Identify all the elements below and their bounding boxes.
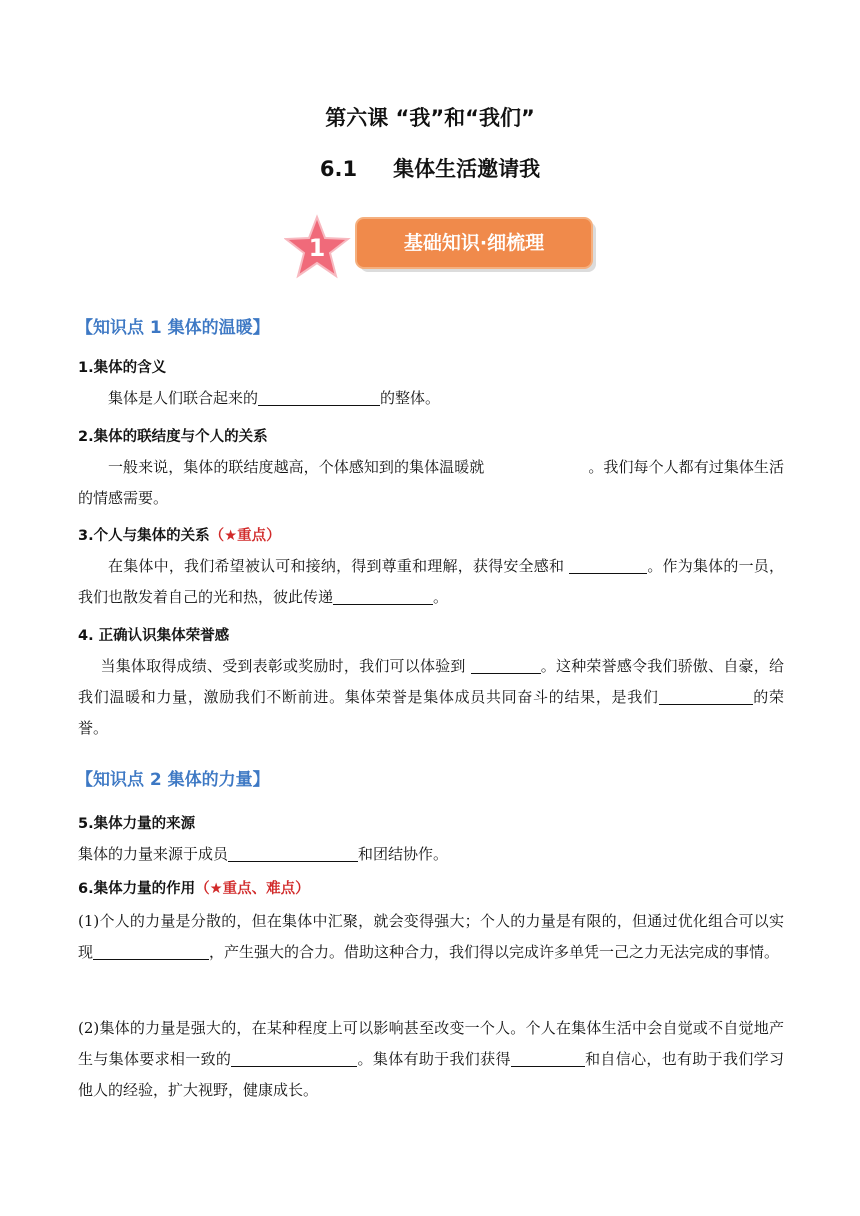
item-heading-6 [78, 877, 310, 898]
text-run: 和团结协作。 [358, 845, 449, 863]
basic-knowledge-banner [284, 214, 604, 280]
fill-blank[interactable] [231, 1048, 357, 1067]
section-heading-1: 【知识点 1 集体的温暖】 [76, 318, 270, 338]
item-heading-1: 1.集体的含义 [78, 360, 167, 376]
item-heading-text: 3.个人与集体的关系 [78, 528, 210, 544]
key-point-tag: （★重点） [209, 528, 281, 544]
banner-number: 1 [308, 234, 326, 262]
text-run: 在集体中，我们希望被认可和接纳，得到尊重和理解，获得安全感和 [108, 557, 565, 575]
item-1-text [78, 383, 784, 414]
text-run: 。这种荣誉感令我们骄傲、自豪，给我们温暖和力量，激励我们不断前进。集体荣誉是集体成员共同奋斗的结果，是我们 [78, 657, 784, 706]
text-run: ，产生强大的合力。借助这种合力，我们得以完成许多单凭一己之力无法完成的事情。 [209, 943, 780, 961]
text-run: 一般来说，集体的联结度越高，个体感知到的集体温暖就 [108, 458, 485, 476]
item-4-text [78, 651, 784, 744]
item-3-text [78, 551, 784, 613]
item-heading-5: 5.集体力量的来源 [78, 816, 196, 832]
fill-blank[interactable] [569, 555, 647, 574]
item-6a-text [78, 906, 784, 968]
text-run: 集体是人们联合起来的 [108, 389, 259, 407]
fill-blank[interactable] [511, 1048, 585, 1067]
item-6b-text [78, 1013, 784, 1106]
text-run: 的整体。 [380, 389, 441, 407]
item-heading-text: 6.集体力量的作用 [78, 881, 196, 897]
section-title [0, 153, 860, 183]
text-run: (2)集体的力量是强大的，在某种程度上可以影响甚至改变一个人。个人在集体生活中会自觉或不自觉地产生与集体要求相一致的 [78, 1019, 784, 1068]
item-heading-4: 4. 正确认识集体荣誉感 [78, 628, 230, 644]
section-heading-2: 【知识点 2 集体的力量】 [76, 770, 270, 790]
text-run: 当集体取得成绩、受到表彰或奖励时，我们可以体验到 [100, 657, 466, 675]
item-heading-3 [78, 524, 281, 545]
item-5-text [78, 839, 784, 870]
fill-blank[interactable] [258, 387, 380, 406]
text-run: 。 [433, 588, 449, 606]
text-run: 和自信心，也有助于我们学习他人的经验，扩大视野，健康成长。 [78, 1050, 784, 1099]
fill-blank[interactable] [228, 843, 358, 862]
item-heading-2: 2.集体的联结度与个人的关系 [78, 429, 268, 445]
item-2-text [78, 452, 784, 514]
fill-blank[interactable] [93, 941, 209, 960]
lesson-title: 第六课 “我”和“我们” [325, 106, 535, 130]
fill-blank[interactable] [659, 686, 753, 705]
section-number: 6.1 [319, 157, 358, 181]
key-point-tag: （★重点、难点） [195, 881, 310, 897]
section-name: 集体生活邀请我 [393, 157, 541, 181]
text-run: 集体的力量来源于成员 [78, 845, 229, 863]
fill-blank[interactable] [333, 586, 433, 605]
text-run: 的荣誉。 [78, 688, 784, 737]
banner-label: 基础知识·细梳理 [403, 232, 545, 254]
text-run: 。集体有助于我们获得 [357, 1050, 511, 1068]
text-run: 。我们每个人都有过集体生活的情感需要。 [78, 458, 784, 507]
text-run: (1)个人的力量是分散的，但在集体中汇聚，就会变得强大；个人的力量是有限的，但通过优化组合可以实现 [78, 912, 784, 961]
fill-blank[interactable] [484, 457, 588, 475]
text-run: 。作为集体的一员，我们也散发着自己的光和热，彼此传递 [78, 557, 784, 606]
fill-blank[interactable] [471, 655, 541, 674]
